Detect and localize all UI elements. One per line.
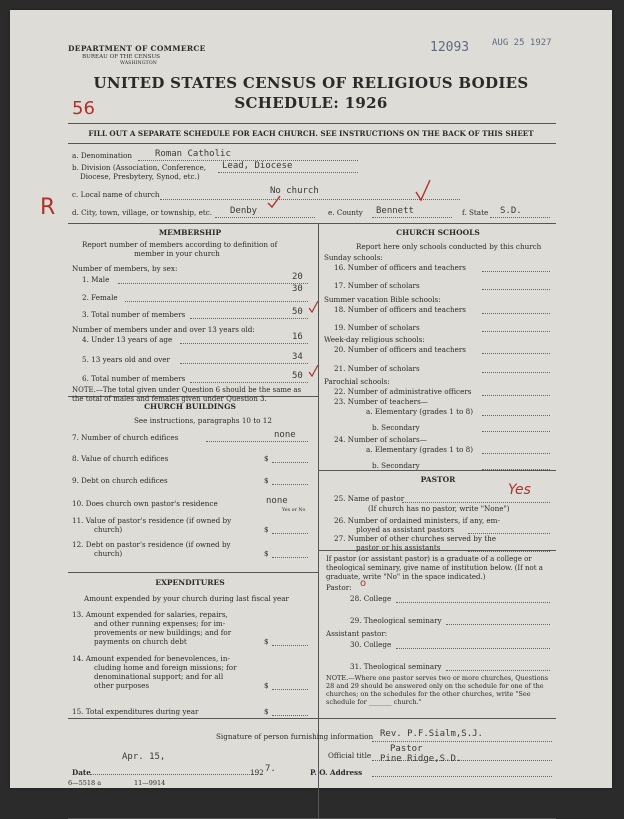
q10-value[interactable]: none xyxy=(266,496,288,506)
q9-label: 9. Debt on church edifices xyxy=(72,476,168,485)
q14-label-3: denominational support; and for all xyxy=(94,672,224,681)
q11-label-1: 11. Value of pastor's residence (if owned by xyxy=(72,516,232,525)
q29-label: 29. Theological seminary xyxy=(350,616,442,625)
q27-label-1: 27. Number of other churches served by the xyxy=(334,534,497,543)
schools-sub: Report here only schools conducted by this church xyxy=(356,242,542,251)
q3-total-value[interactable]: 50 xyxy=(292,307,303,317)
census-schedule-sheet xyxy=(10,10,612,788)
q6-total-value[interactable]: 50 xyxy=(292,371,303,381)
by-sex-label: Number of members, by sex: xyxy=(72,264,178,273)
sunday-schools-label: Sunday schools: xyxy=(324,253,383,262)
q25-label: 25. Name of pastor xyxy=(334,494,405,503)
received-date-stamp: AUG 25 1927 xyxy=(492,38,552,48)
weekday-schools-label: Week-day religious schools: xyxy=(324,335,425,344)
denomination-label: a. Denomination xyxy=(72,151,132,160)
age-intro-label: Number of members under and over 13 years old: xyxy=(72,325,255,334)
schedule-year: SCHEDULE: 1926 xyxy=(234,94,388,112)
q18-label: 18. Number of officers and teachers xyxy=(334,305,466,314)
q13-label-4: payments on church debt xyxy=(94,637,187,646)
q14-label-2: cluding home and foreign missions; for xyxy=(94,663,237,672)
q9-dollar: $ xyxy=(264,476,269,485)
membership-sub-2: member in your church xyxy=(134,249,220,258)
state-label: f. State xyxy=(462,208,489,217)
assistant-pastor-subhead: Assistant pastor: xyxy=(326,629,388,638)
expenditures-heading: EXPENDITURES xyxy=(155,578,225,587)
q4-under13-label: 4. Under 13 years of age xyxy=(82,335,173,344)
q5-over13-value[interactable]: 34 xyxy=(292,352,303,362)
state-value[interactable]: S.D. xyxy=(500,206,522,216)
q17-label: 17. Number of scholars xyxy=(334,281,420,290)
divider xyxy=(68,123,556,124)
q24b-label: b. Secondary xyxy=(372,461,420,470)
buildings-sub: See instructions, paragraphs 10 to 12 xyxy=(134,416,272,425)
schools-heading: CHURCH SCHOOLS xyxy=(396,228,480,237)
q12-label-1: 12. Debt on pastor's residence (if owned by xyxy=(72,540,231,549)
q15-label: 15. Total expenditures during year xyxy=(72,707,199,716)
division-label-2: Diocese, Presbytery, Synod, etc.) xyxy=(80,172,200,181)
q3-total-label: 3. Total number of members xyxy=(82,310,186,319)
q2-female-value[interactable]: 30 xyxy=(292,284,303,294)
q12-label-2: church) xyxy=(94,549,123,558)
q19-label: 19. Number of scholars xyxy=(334,323,420,332)
date-label: Date xyxy=(72,768,91,777)
county-label: e. County xyxy=(328,208,363,217)
summer-schools-label: Summer vacation Bible schools: xyxy=(324,295,441,304)
q13-label-2: and other running expenses; for im- xyxy=(94,619,226,628)
print-number: 11—9914 xyxy=(134,779,166,787)
pastor-heading: PASTOR xyxy=(420,475,456,484)
membership-note: NOTE.—The total given under Question 6 should be the same as the total of males and females given under Question 3. xyxy=(72,386,302,403)
q28-label: 28. College xyxy=(350,594,392,603)
handwritten-number: 56 xyxy=(72,98,95,119)
q7-value[interactable]: none xyxy=(274,430,296,440)
pastor-name-handwritten: Yes xyxy=(508,482,531,498)
q20-label: 20. Number of officers and teachers xyxy=(334,345,466,354)
q6-total-label: 6. Total number of members xyxy=(82,374,186,383)
pastor-subhead: Pastor: xyxy=(326,583,352,592)
pastor-mark-handwritten: o xyxy=(360,578,367,589)
city-value[interactable]: Denby xyxy=(230,206,258,216)
q22-label: 22. Number of administrative officers xyxy=(334,387,472,396)
local-name-value[interactable]: No church xyxy=(270,186,319,196)
q7-label: 7. Number of church edifices xyxy=(72,433,179,442)
q31-label: 31. Theological seminary xyxy=(350,662,442,671)
check-mark-icon xyxy=(308,364,320,378)
divider xyxy=(68,143,556,144)
year-prefix: 192 xyxy=(250,768,264,777)
membership-heading: MEMBERSHIP xyxy=(158,228,222,237)
check-mark-icon xyxy=(266,194,282,210)
q11-label-2: church) xyxy=(94,525,123,534)
q8-label: 8. Value of church edifices xyxy=(72,454,169,463)
county-value[interactable]: Bennett xyxy=(376,206,414,216)
fill-out-instruction: FILL OUT A SEPARATE SCHEDULE FOR EACH CHURCH. SEE INSTRUCTIONS ON THE BACK OF THIS SHEET xyxy=(88,129,534,138)
year-value[interactable]: 7. xyxy=(265,764,276,774)
q13-label-1: 13. Amount expended for salaries, repairs, xyxy=(72,610,228,619)
pastor-note: NOTE.—Where one pastor serves two or more churches, Questions 28 and 29 should be answered only on the schedule for one of the churches; on the schedules for the other churches, write "See schedule for _______ church." xyxy=(326,674,549,706)
official-title-value[interactable]: Pastor xyxy=(390,744,423,754)
q23a-label: a. Elementary (grades 1 to 8) xyxy=(366,407,473,416)
parochial-schools-label: Parochial schools: xyxy=(324,377,390,386)
q26-label-2: ployed as assistant pastors xyxy=(356,525,455,534)
city-label: d. City, town, village, or township, etc. xyxy=(72,208,213,217)
q14-label-1: 14. Amount expended for benevolences, in- xyxy=(72,654,230,663)
q1-male-value[interactable]: 20 xyxy=(292,272,303,282)
buildings-heading: CHURCH BUILDINGS xyxy=(144,402,236,411)
q15-dollar: $ xyxy=(264,707,269,716)
q24-label: 24. Number of scholars— xyxy=(334,435,427,444)
q5-over13-label: 5. 13 years old and over xyxy=(82,355,170,364)
q1-male-label: 1. Male xyxy=(82,275,110,284)
q11-dollar: $ xyxy=(264,525,269,534)
q23b-label: b. Secondary xyxy=(372,423,420,432)
signature-label: Signature of person furnishing information xyxy=(216,732,374,741)
official-title-label: Official title xyxy=(328,751,372,760)
denomination-value[interactable]: Roman Catholic xyxy=(155,149,231,159)
division-label: b. Division (Association, Conference, xyxy=(72,163,207,172)
q4-under13-value[interactable]: 16 xyxy=(292,332,303,342)
handwritten-r: R xyxy=(40,195,56,220)
q13-dollar: $ xyxy=(264,637,269,646)
division-value[interactable]: Lead, Diocese xyxy=(222,161,293,171)
date-value[interactable]: Apr. 15, xyxy=(122,752,166,762)
department-name: DEPARTMENT OF COMMERCE xyxy=(68,44,206,53)
po-address-value[interactable]: Pine Ridge,S.D. xyxy=(380,754,462,764)
form-number: 6—5518 a xyxy=(68,779,102,787)
q23-label: 23. Number of teachers— xyxy=(334,397,428,406)
q14-label-4: other purposes xyxy=(94,681,150,690)
q30-label: 30. College xyxy=(350,640,392,649)
q16-label: 16. Number of officers and teachers xyxy=(334,263,466,272)
q10-hint: Yes or No xyxy=(282,508,306,513)
q26-label-1: 26. Number of ordained ministers, if any, em- xyxy=(334,516,500,525)
check-mark-icon xyxy=(414,178,432,204)
city-name: WASHINGTON xyxy=(120,61,157,66)
q13-label-3: provements or new buildings; and for xyxy=(94,628,232,637)
expenditures-sub: Amount expended by your church during last fiscal year xyxy=(84,594,289,603)
local-name-label: c. Local name of church xyxy=(72,190,160,199)
signature-value[interactable]: Rev. P.F.Sialm,S.J. xyxy=(380,729,483,739)
q21-label: 21. Number of scholars xyxy=(334,364,420,373)
college-note: If pastor (or assistant pastor) is a graduate of a college or theological seminary, give name of institution below. (If not a graduate, write "No" in the space indicated.) xyxy=(326,555,543,581)
q10-label: 10. Does church own pastor's residence xyxy=(72,499,218,508)
q25-hint: (If church has no pastor, write "None") xyxy=(368,504,510,513)
po-address-label: P. O. Address xyxy=(310,768,363,777)
form-title: UNITED STATES CENSUS OF RELIGIOUS BODIES xyxy=(93,74,529,92)
bureau-name: BUREAU OF THE CENSUS xyxy=(82,54,161,60)
membership-sub-1: Report number of members according to definition of xyxy=(82,240,278,249)
q27-label-2: pastor or his assistants xyxy=(356,543,441,552)
q12-dollar: $ xyxy=(264,549,269,558)
q24a-label: a. Elementary (grades 1 to 8) xyxy=(366,445,473,454)
q8-dollar: $ xyxy=(264,454,269,463)
stamp-number: 12093 xyxy=(430,40,470,55)
q2-female-label: 2. Female xyxy=(82,293,118,302)
check-mark-icon xyxy=(308,300,320,314)
q14-dollar: $ xyxy=(264,681,269,690)
